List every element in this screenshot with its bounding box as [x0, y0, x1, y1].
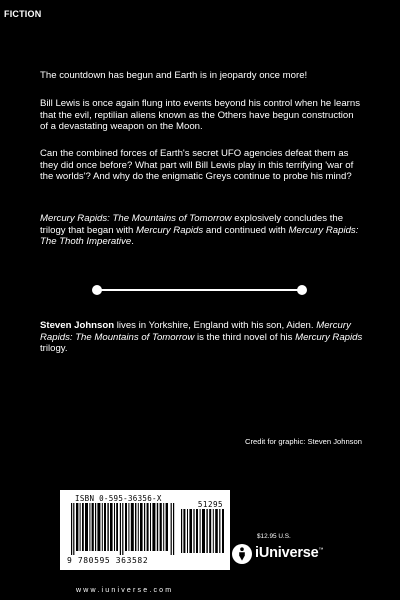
- series-title: Mercury Rapids: [295, 331, 363, 343]
- price-code: 51295: [197, 500, 223, 509]
- author-name: Steven Johnson: [40, 320, 115, 331]
- blurb-paragraph-2: Bill Lewis is once again flung into events beyond his control when he learns that the evil, reptilian aliens known as the Others have begun construction of a devastating weapon on the Moon.: [40, 98, 360, 133]
- author-bio: [40, 320, 370, 355]
- blurb-paragraph-1: The countdown has begun and Earth is in jeopardy once more!: [40, 70, 308, 81]
- blurb-text: explosively concludes the trilogy that began with: [40, 213, 344, 236]
- isbn-number: 9 780595 363582: [67, 556, 149, 565]
- blurb-text: and continued with: [203, 224, 289, 236]
- divider-dot-right: [297, 285, 307, 295]
- book-title: Mercury Rapids: The Mountains of Tomorrow: [40, 213, 232, 224]
- bio-text: lives in Yorkshire, England with his son, Aiden.: [114, 320, 317, 331]
- barcode: [60, 490, 230, 570]
- iuniverse-logo-icon: [232, 544, 252, 564]
- book-title-2: Mercury Rapids: The Thoth Imperative: [40, 224, 359, 248]
- isbn-label: ISBN 0-595-36356-X: [75, 494, 162, 503]
- publisher-logo: [232, 542, 362, 566]
- barcode-addon-bars: [181, 509, 225, 553]
- series-title: Mercury Rapids: [136, 224, 204, 236]
- trademark-symbol: ™: [318, 547, 324, 553]
- bio-text: trilogy.: [40, 343, 68, 355]
- publisher-name: [255, 545, 323, 561]
- barcode-bars: [71, 503, 175, 555]
- blurb-text: .: [131, 236, 134, 248]
- publisher-name-text: iUniverse: [255, 545, 319, 561]
- publisher-url: www.iuniverse.com: [76, 587, 174, 594]
- blurb-paragraph-4: [40, 213, 360, 248]
- book-title: Mercury Rapids: The Mountains of Tomorrow: [40, 320, 351, 343]
- section-divider: [92, 283, 307, 297]
- divider-dot-left: [92, 285, 102, 295]
- genre-label: FICTION: [4, 9, 42, 19]
- graphic-credit: Credit for graphic: Steven Johnson: [245, 437, 362, 446]
- blurb-paragraph-3: Can the combined forces of Earth's secret UFO agencies defeat them as they did once before? What part will Bill Lewis play in this terrifying 'war of the worlds'? And why do the enigmatic Greys continue to probe his mind?: [40, 148, 354, 183]
- bio-text: is the third novel of his: [194, 331, 296, 343]
- price-label: $12.95 U.S.: [257, 533, 291, 540]
- divider-line: [98, 289, 301, 291]
